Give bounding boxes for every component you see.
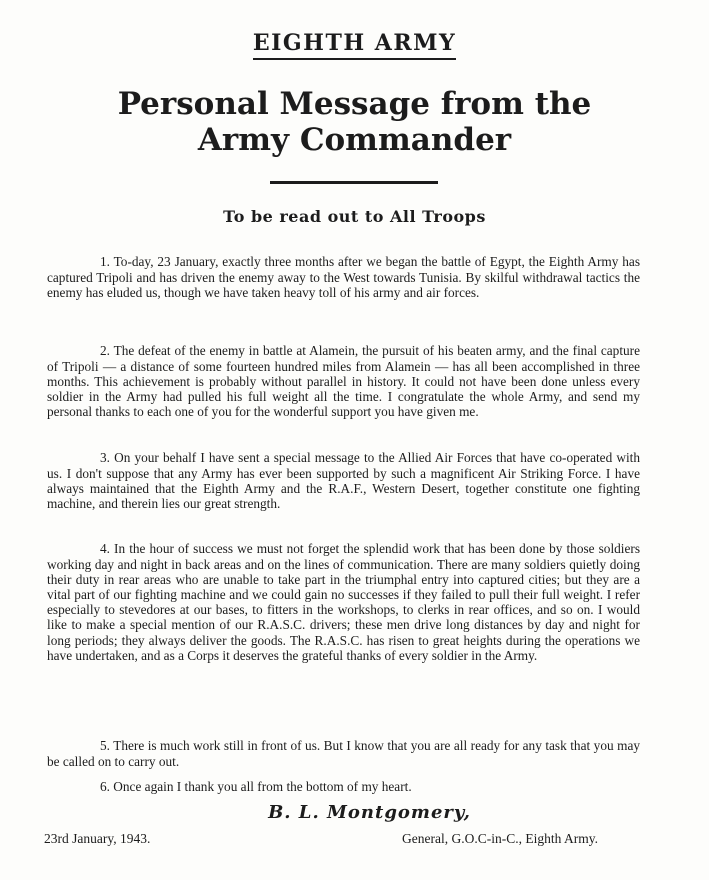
paragraph-2: 2. The defeat of the enemy in battle at Alamein, the pursuit of his beaten army, and the final capture of Tripoli — a distance of some fourteen hundred miles from Alamein — has all been accomplished in three months. This achievement is probably without parallel in history. It could not have been done unless every soldier in the Army had pulled his full weight all the time. I congratulate the whole Army, and send my personal thanks to each one of you for the wonderful support you have given me. (47, 343, 640, 420)
heading-block (0, 30, 709, 60)
title-line-1: Personal Message from the (117, 86, 592, 122)
paragraph-3: 3. On your behalf I have sent a special message to the Allied Air Forces that have co-operated with us. I don't suppose that any Army has ever been supported by such a magnificent Air Striking Force. I have always maintained that the Eighth Army and the R.A.F., Western Desert, together constitute one fighting machine, and therein lies our great strength. (47, 450, 640, 511)
signature-date: 23rd January, 1943. (44, 831, 151, 846)
title-divider (270, 181, 438, 184)
paragraph-5: 5. There is much work still in front of us. But I know that you are all ready for any task that you may be called on to carry out. (47, 738, 640, 769)
signature-rank: General, G.O.C-in-C., Eighth Army. (402, 831, 598, 846)
subtitle: To be read out to All Troops (223, 207, 486, 226)
title-line-2: Army Commander (197, 122, 512, 158)
page-title (0, 86, 709, 158)
signature-name: B. L. Montgomery, (268, 802, 471, 823)
paragraph-6: 6. Once again I thank you all from the bottom of my heart. (100, 779, 412, 795)
army-heading: EIGHTH ARMY (253, 30, 456, 60)
paragraph-1: 1. To-day, 23 January, exactly three months after we began the battle of Egypt, the Eighth Army has captured Tripoli and has driven the enemy away to the West towards Tunisia. By skilful withdrawal tactics the enemy has eluded us, though we have taken heavy toll of his army and air forces. (47, 254, 640, 300)
paragraph-4: 4. In the hour of success we must not forget the splendid work that has been done by those soldiers working day and night in back areas and on the lines of communication. There are many soldiers quietly doing their duty in rear areas who are unable to take part in the triumphal entry into captured cities; but they are a vital part of our fighting machine and we could gain no successes if they failed to pull their full weight. I refer especially to stevedores at our bases, to fitters in the workshops, to clerks in rear offices, and so on. I would like to make a special mention of our R.A.S.C. drivers; these men drive long distances by day and night for long periods; they always deliver the goods. The R.A.S.C. has risen to great heights during the operations we have undertaken, and as a Corps it deserves the grateful thanks of every soldier in the Army. (47, 541, 640, 663)
